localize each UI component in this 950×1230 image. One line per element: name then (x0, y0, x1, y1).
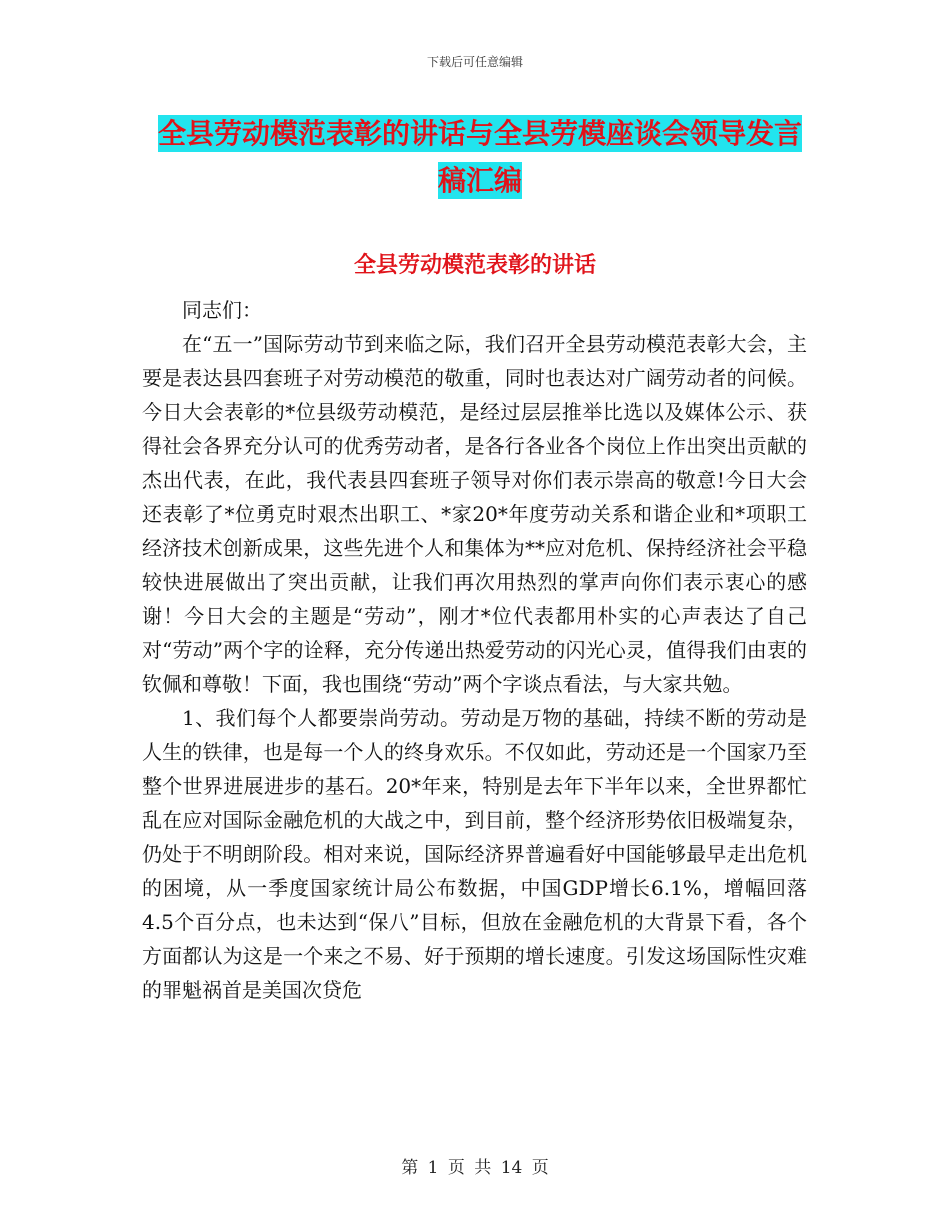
page-footer: 第 1 页 共 14 页 (401, 1158, 549, 1178)
body-paragraph: 1、我们每个人都要崇尚劳动。劳动是万物的基础，持续不断的劳动是人生的铁律，也是每一个人的终身欢乐。不仅如此，劳动还是一个国家乃至整个世界进展进步的基石。20*年来，特别是去年下半年以来，全世界都忙乱在应对国际金融危机的大战之中，到目前，整个经济形势依旧极端复杂，仍处于不明朗阶段。相对来说，国际经济界普遍看好中国能够最早走出危机的困境，从一季度国家统计局公布数据，中国GDP增长6.1%，增幅回落4.5个百分点，也未达到“保八”目标，但放在金融危机的大背景下看，各个方面都认为这是一个来之不易、好于预期的增长速度。引发这场国际性灾难的罪魁祸首是美国次贷危 (142, 706, 807, 1002)
section-title: 全县劳动模范表彰的讲话 (353, 253, 596, 278)
body-text (142, 293, 807, 1007)
document-title (150, 110, 810, 204)
body-paragraph: 在“五一”国际劳动节到来临之际，我们召开全县劳动模范表彰大会，主要是表达县四套班子对劳动模范的敬重，同时也表达对广阔劳动者的问候。今日大会表彰的*位县级劳动模范，是经过层层推举比选以及媒体公示、获得社会各界充分认可的优秀劳动者，是各行各业各个岗位上作出突出贡献的杰出代表，在此，我代表县四套班子领导对你们表示崇高的敬意!今日大会还表彰了*位勇克时艰杰出职工、*家20*年度劳动关系和谐企业和*项职工经济技术创新成果，这些先进个人和集体为**应对危机、保持经济社会平稳较快进展做出了突出贡献，让我们再次用热烈的掌声向你们表示衷心的感谢！今日大会的主题是“劳动”，刚才*位代表都用朴实的心声表达了自己对“劳动”两个字的诠释，充分传递出热爱劳动的闪光心灵，值得我们由衷的钦佩和尊敬！下面，我也围绕“劳动”两个字谈点看法，与大家共勉。 (142, 332, 807, 696)
header-note: 下载后可任意编辑 (426, 55, 523, 69)
salutation-paragraph: 同志们： (182, 298, 262, 322)
document-title-text: 全县劳动模范表彰的讲话与全县劳模座谈会领导发言稿汇编 (157, 117, 802, 197)
